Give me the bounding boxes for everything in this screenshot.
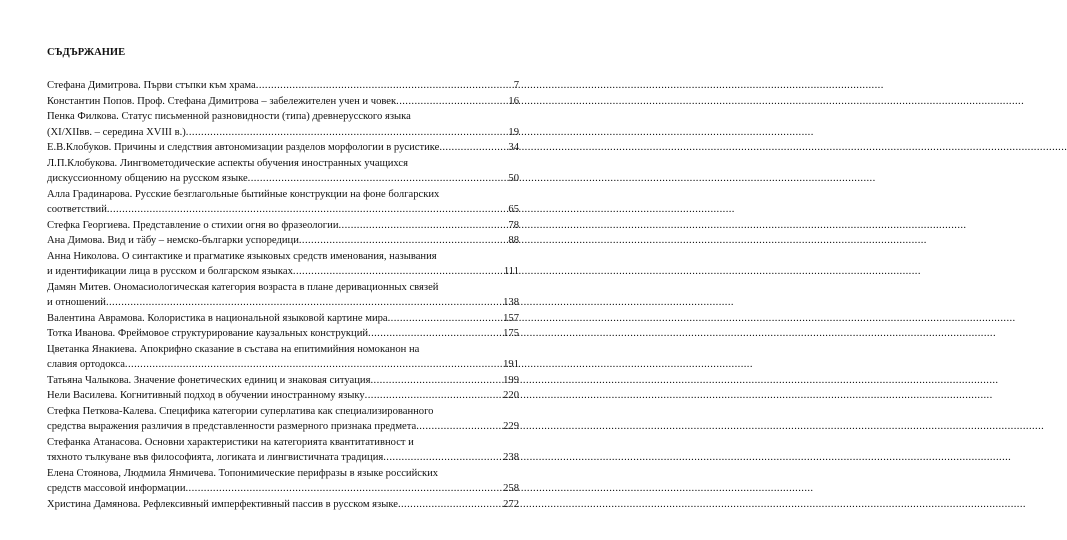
leader-dots (248, 171, 509, 187)
leader-dots (256, 78, 514, 94)
toc-entry-text: средств массовой информации (47, 483, 186, 494)
toc-entry-5 (47, 156, 519, 187)
document-page (47, 46, 519, 512)
page-number: 65 (508, 204, 519, 215)
toc-entry-text-first-line: Алла Градинарова. Русские безглагольные бытийные конструкции на фоне болгарских (47, 188, 440, 200)
toc-entry-7 (47, 218, 519, 234)
leader-dots (186, 125, 509, 141)
leader-dots (339, 218, 509, 234)
toc-entry-15 (47, 388, 519, 404)
toc-entry-text-first-line: Пенка Филкова. Статус письменной разновидности (типа) древнерусского языка (47, 111, 411, 122)
toc-entry-text: Е.В.Клобуков. Причины и следствия автономизации разделов морфологии в русистике (47, 142, 440, 153)
toc-entry-text-first-line: Анна Николова. О синтактике и прагматике языковых средств именования, называния (47, 250, 437, 262)
toc-entry-text: Стефана Димитрова. Първи стъпки към храма (47, 80, 256, 91)
toc-entry-text-first-line: Дамян Митев. Ономасиологическая категория возраста в плане деривационных связей (47, 281, 439, 293)
page-number: 220 (503, 390, 519, 401)
toc-entry-text: Стефка Георгиева. Представление о стихии огня во фразеологии (47, 219, 339, 231)
page-number: 258 (503, 483, 519, 494)
table-of-contents (47, 78, 519, 512)
toc-entry-17 (47, 435, 519, 466)
page-number: 111 (503, 266, 519, 277)
page-number: 34 (508, 142, 519, 153)
leader-dots (388, 311, 503, 327)
page-number: 50 (508, 173, 519, 184)
page-number: 175 (503, 328, 519, 339)
page-number: 191 (503, 359, 519, 370)
toc-entry-6 (47, 187, 519, 218)
leader-dots (368, 326, 503, 342)
toc-entry-10 (47, 280, 519, 311)
toc-entry-13 (47, 342, 519, 373)
toc-entry-4 (47, 140, 519, 156)
toc-entry-3 (47, 109, 519, 140)
toc-entry-14 (47, 373, 519, 389)
toc-entry-text: Татьяна Чалыкова. Значение фонетических единиц и знаковая ситуация (47, 374, 371, 386)
toc-entry-text-first-line: Стефанка Атанасова. Основни характеристики на категорията квантитативност и (47, 436, 414, 448)
leader-dots (398, 497, 503, 513)
leader-dots (107, 202, 509, 218)
toc-entry-text: тяхното тълкуване във философията, логиката и лингвистичната традиция (47, 452, 384, 463)
leader-dots (125, 357, 503, 373)
page-number: 78 (508, 219, 519, 231)
toc-entry-9 (47, 249, 519, 280)
toc-entry-text: славия ортодокса (47, 359, 125, 370)
leader-dots (416, 419, 503, 435)
toc-entry-text: (XI/XIIвв. – середина XVIII в.) (47, 126, 186, 138)
toc-title: СЪДЪРЖАНИЕ (47, 47, 126, 58)
toc-entry-2 (47, 94, 519, 110)
leader-dots (370, 373, 503, 389)
toc-entry-text-first-line: Елена Стоянова, Людмила Янмичева. Топонимические перифразы в языке российских (47, 467, 439, 479)
toc-entry-text: Христина Дамянова. Рефлексивный имперфективный пассив в русском языке (47, 498, 398, 510)
toc-entry-18 (47, 466, 519, 497)
page-number: 238 (503, 452, 519, 463)
page-number: 272 (503, 498, 519, 510)
leader-dots (383, 450, 503, 466)
toc-entry-text: Тотка Иванова. Фреймовое структурирование каузальных конструкций (47, 328, 369, 339)
toc-entry-text: и отношений (47, 297, 106, 308)
toc-entry-text: соответствий (47, 204, 107, 215)
toc-entry-text-first-line: Л.П.Клобукова. Лингвометодические аспекты обучения иностранных учащихся (47, 157, 408, 169)
toc-entry-11 (47, 311, 519, 327)
page-number: 157 (503, 312, 519, 324)
leader-dots (299, 233, 509, 249)
page-number: 16 (508, 95, 519, 107)
page-number: 7 (513, 80, 519, 91)
leader-dots (293, 264, 504, 280)
toc-entry-text: и идентификации лица в русском и болгарском языках (47, 266, 293, 277)
page-number: 19 (508, 126, 519, 138)
toc-entry-8 (47, 233, 519, 249)
toc-entry-text: Ана Димова. Вид и тäбу – немско-българки успоредици (47, 235, 299, 246)
page-number: 199 (503, 374, 519, 386)
toc-entry-text: Нели Василева. Когнитивный подход в обучении иностранному языку (47, 390, 365, 401)
leader-dots (396, 94, 508, 110)
leader-dots (439, 140, 508, 156)
toc-entry-19 (47, 497, 519, 513)
page-number: 229 (503, 421, 519, 432)
toc-entry-16 (47, 404, 519, 435)
toc-entry-12 (47, 326, 519, 342)
toc-entry-text: Константин Попов. Проф. Стефана Димитрова – забележителен учен и човек (47, 95, 397, 107)
toc-entry-text: дискуссионному общению на русском языке (47, 173, 248, 184)
toc-entry-1 (47, 78, 519, 94)
toc-entry-text: Валентина Аврамова. Колористика в национальной языковой картине мира (47, 312, 388, 324)
page-number: 88 (508, 235, 519, 246)
leader-dots (106, 295, 503, 311)
leader-dots (365, 388, 503, 404)
toc-entry-text-first-line: Цветанка Янакиева. Апокрифно сказание в състава на епитимийния номоканон на (47, 343, 420, 355)
toc-entry-text: средства выражения различия в представленности размерного признака предмета (47, 421, 417, 432)
leader-dots (186, 481, 504, 497)
toc-entry-text-first-line: Стефка Петкова-Калева. Специфика категории суперлатива как специализированного (47, 405, 434, 417)
page-number: 138 (503, 297, 519, 308)
